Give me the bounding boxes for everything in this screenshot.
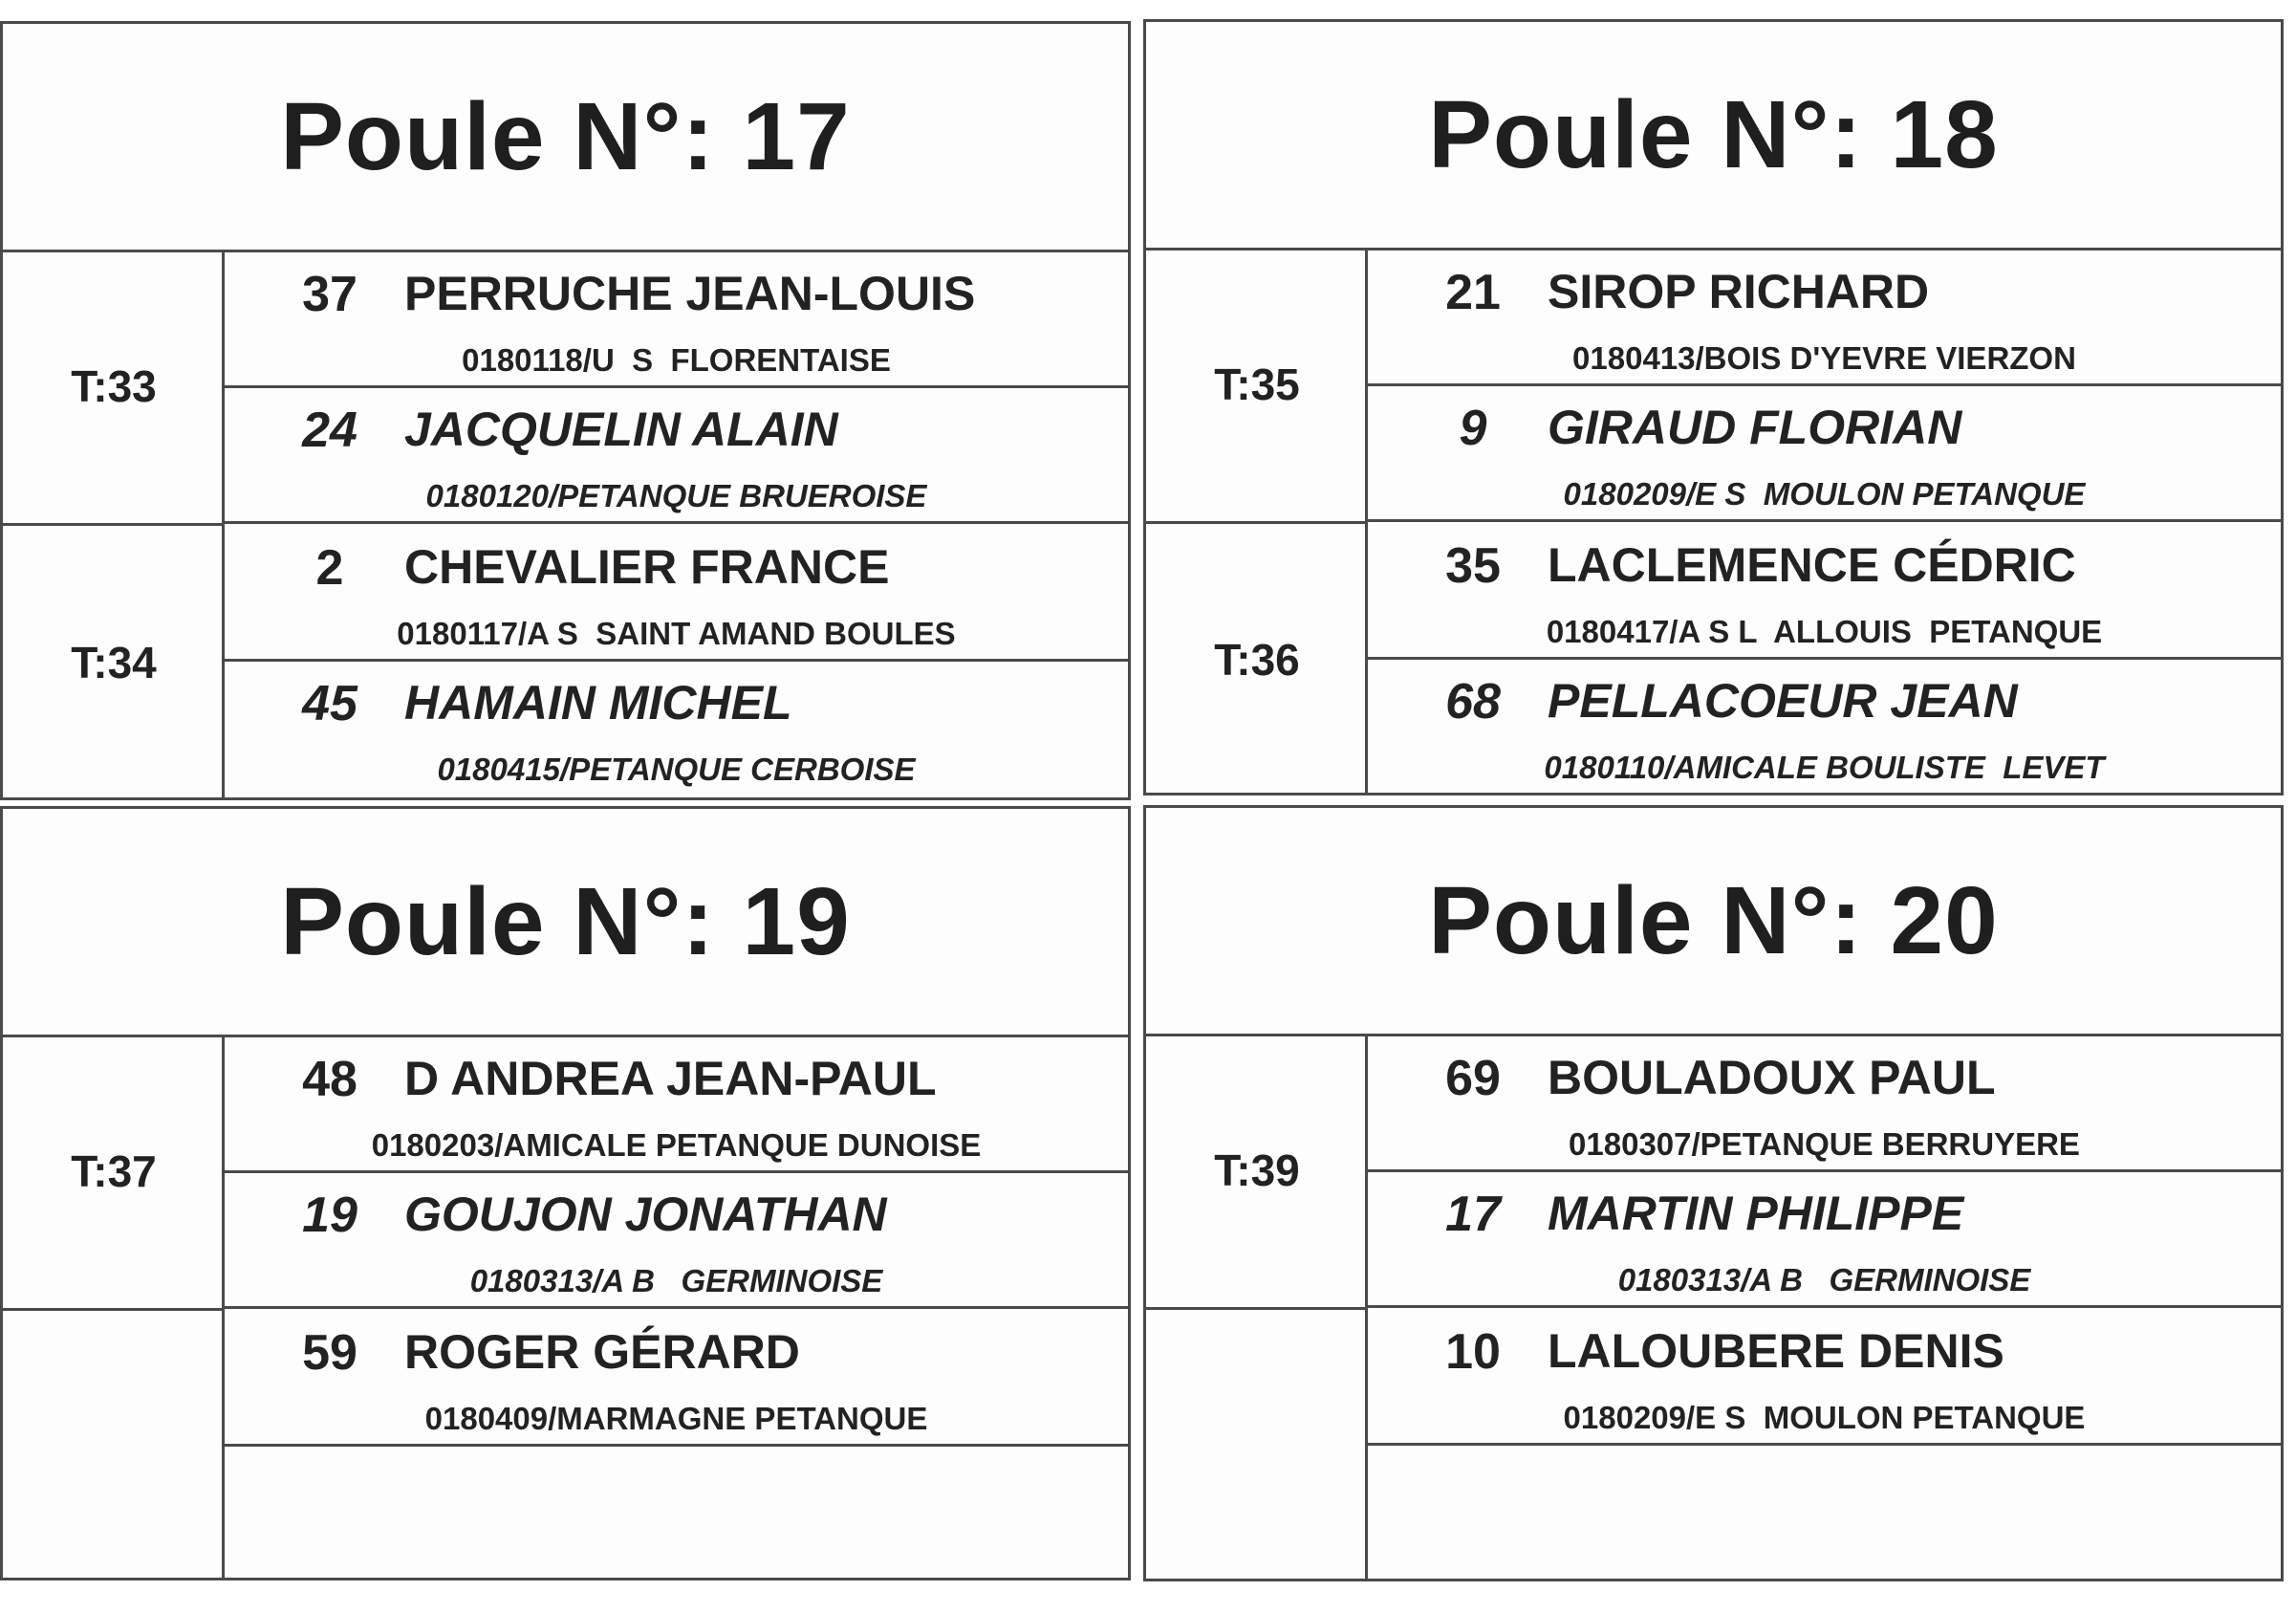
- table-label: T:33: [71, 361, 157, 411]
- player-number: 69: [1445, 1051, 1501, 1106]
- player-row-empty: [225, 1447, 1128, 1582]
- player-row: [225, 662, 1128, 797]
- player-club: 0180313/A B GERMINOISE: [1617, 1262, 2031, 1297]
- player-club: 0180209/E S MOULON PETANQUE: [1563, 476, 2086, 512]
- player-row: [225, 1037, 1128, 1173]
- player-club: 0180417/A S L ALLOUIS PETANQUE: [1546, 614, 2103, 649]
- player-club: 0180110/AMICALE BOULISTE LEVET: [1544, 750, 2105, 785]
- player-row: [225, 1173, 1128, 1309]
- player-name: GIRAUD FLORIAN: [1548, 401, 1962, 454]
- poule-18-box: [1143, 19, 2284, 796]
- table-label: T:35: [1214, 360, 1300, 409]
- table-label: T:36: [1214, 635, 1300, 685]
- player-club: 0180118/U S FLORENTAISE: [462, 342, 891, 378]
- poule-title: Poule N°: 18: [1146, 22, 2281, 251]
- player-number: 10: [1445, 1324, 1501, 1380]
- player-number: 45: [302, 676, 357, 731]
- player-number: 19: [302, 1188, 357, 1243]
- player-number: 9: [1459, 401, 1487, 456]
- player-row-empty: [1368, 1446, 2281, 1581]
- player-name: LACLEMENCE CÉDRIC: [1548, 538, 2076, 592]
- player-name: ROGER GÉRARD: [404, 1325, 800, 1379]
- player-club: 0180209/E S MOULON PETANQUE: [1563, 1400, 2086, 1435]
- player-row: [1368, 1310, 2281, 1446]
- player-number: 2: [315, 540, 344, 596]
- player-row: [225, 252, 1128, 388]
- poule-17-box: [0, 21, 1131, 800]
- player-name: BOULADOUX PAUL: [1548, 1051, 1996, 1104]
- player-number: 37: [302, 267, 357, 322]
- player-number: 24: [302, 403, 357, 458]
- poule-20-box: [1143, 805, 2284, 1581]
- player-club: 0180117/A S SAINT AMAND BOULES: [397, 616, 956, 651]
- table-label: T:39: [1214, 1145, 1300, 1195]
- player-name: CHEVALIER FRANCE: [404, 540, 890, 594]
- player-number: 59: [302, 1325, 357, 1381]
- player-name: PELLACOEUR JEAN: [1548, 674, 2018, 728]
- player-name: MARTIN PHILIPPE: [1548, 1187, 1964, 1240]
- player-name: D ANDREA JEAN-PAUL: [404, 1052, 937, 1105]
- poule-title: Poule N°: 19: [3, 809, 1128, 1037]
- player-row: [1368, 1172, 2281, 1308]
- player-name: GOUJON JONATHAN: [404, 1188, 887, 1241]
- player-club: 0180307/PETANQUE BERRUYERE: [1569, 1126, 2080, 1162]
- player-row: [1368, 524, 2281, 660]
- player-club: 0180120/PETANQUE BRUEROISE: [425, 478, 927, 513]
- player-number: 21: [1445, 265, 1501, 320]
- player-name: JACQUELIN ALAIN: [404, 403, 838, 456]
- table-label: T:37: [71, 1146, 157, 1196]
- player-row: [1368, 386, 2281, 522]
- player-row: [1368, 1036, 2281, 1172]
- player-number: 35: [1445, 538, 1501, 594]
- player-name: HAMAIN MICHEL: [404, 676, 792, 730]
- poule-title: Poule N°: 17: [3, 24, 1128, 252]
- player-number: 68: [1445, 674, 1501, 730]
- player-row: [225, 526, 1128, 662]
- table-label: T:34: [71, 638, 157, 687]
- player-number: 48: [302, 1052, 357, 1107]
- poule-title: Poule N°: 20: [1146, 808, 2281, 1036]
- table-divider: [1146, 1307, 1368, 1310]
- player-name: SIROP RICHARD: [1548, 265, 1930, 318]
- table-divider: [3, 1308, 225, 1311]
- player-row: [1368, 660, 2281, 796]
- poule-19-box: [0, 806, 1131, 1580]
- player-number: 17: [1445, 1187, 1501, 1242]
- player-row: [225, 1311, 1128, 1447]
- player-name: LALOUBERE DENIS: [1548, 1324, 2004, 1378]
- player-club: 0180413/BOIS D'YEVRE VIERZON: [1572, 340, 2076, 376]
- player-club: 0180313/A B GERMINOISE: [469, 1263, 883, 1298]
- player-club: 0180203/AMICALE PETANQUE DUNOISE: [371, 1127, 982, 1163]
- player-name: PERRUCHE JEAN-LOUIS: [404, 267, 976, 320]
- player-club: 0180409/MARMAGNE PETANQUE: [424, 1401, 928, 1436]
- player-row: [1368, 251, 2281, 386]
- player-club: 0180415/PETANQUE CERBOISE: [437, 752, 916, 787]
- player-row: [225, 388, 1128, 524]
